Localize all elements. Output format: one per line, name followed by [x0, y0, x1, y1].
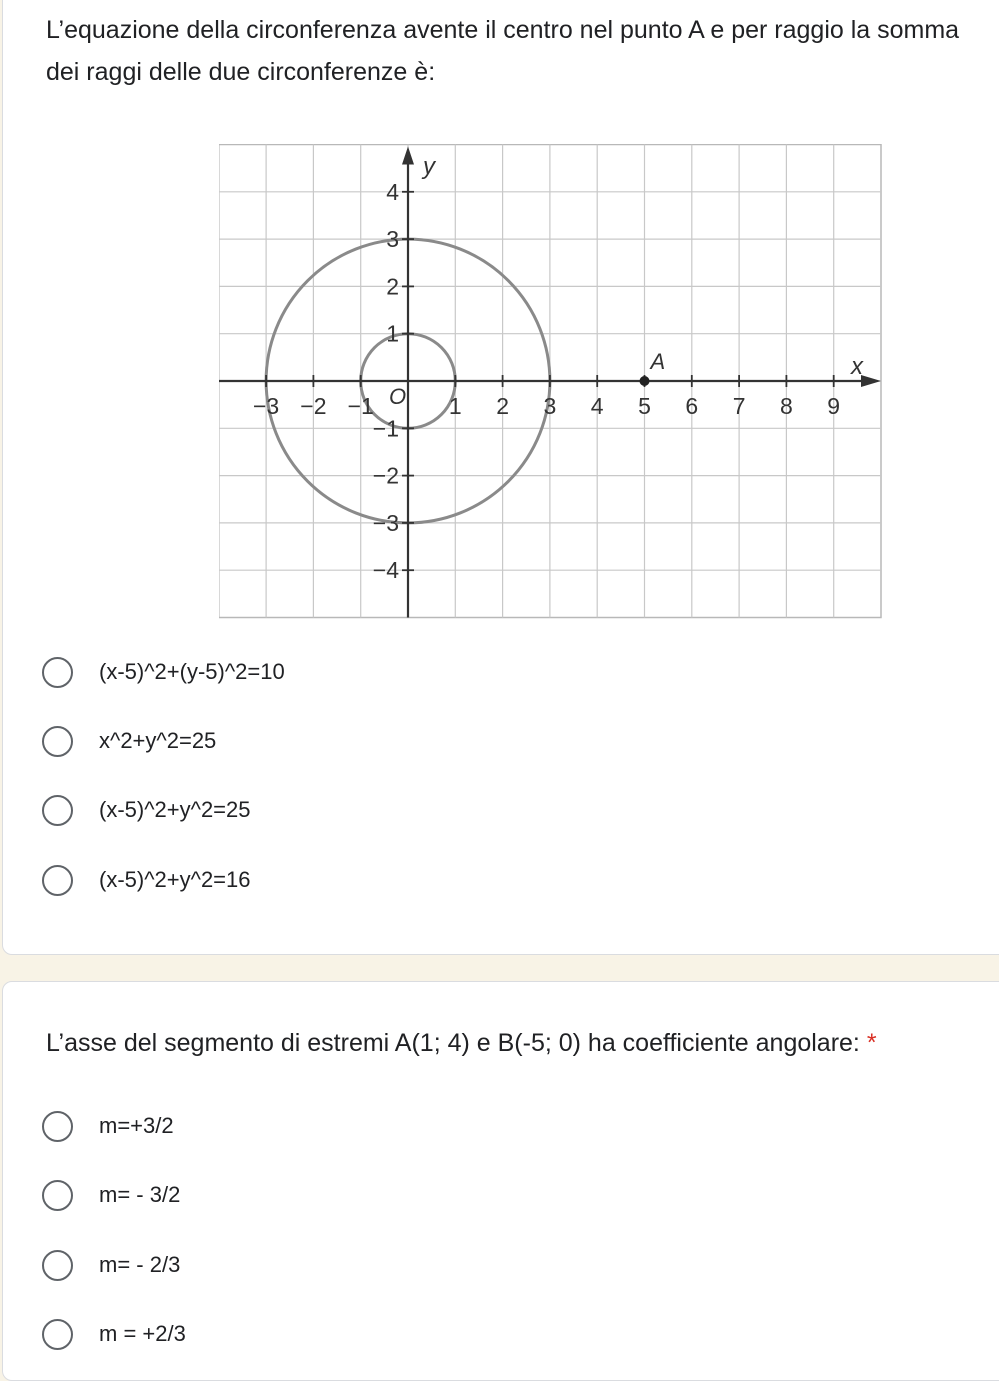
required-asterisk: * — [866, 1029, 877, 1057]
option-label: (x-5)^2+(y-5)^2=10 — [99, 659, 285, 684]
radio-button[interactable] — [42, 1111, 73, 1142]
q2-option-3[interactable] — [42, 1245, 642, 1285]
q1-option-2[interactable] — [42, 721, 642, 761]
x-tick-label: 3 — [543, 393, 557, 419]
y-axis-label: y — [423, 153, 435, 180]
x-tick-label: 9 — [827, 393, 841, 419]
y-tick-label: −4 — [372, 557, 399, 584]
option-label: m= - 2/3 — [99, 1252, 181, 1277]
x-axis-label: x — [851, 353, 863, 380]
x-tick-label: 5 — [638, 393, 651, 419]
x-tick-label: −1 — [347, 393, 374, 419]
q2-option-2[interactable] — [42, 1175, 642, 1215]
x-tick-label: 1 — [448, 393, 462, 419]
option-label: m = +2/3 — [99, 1321, 186, 1346]
y-tick-label: 2 — [386, 273, 399, 300]
question-1-text: L’equazione della circonferenza avente il centro nel punto A e per raggio la somma dei raggi delle due circonferenze è: — [46, 16, 960, 86]
point-a — [640, 376, 650, 386]
q2-option-4[interactable] — [42, 1314, 642, 1354]
radio-button[interactable] — [42, 726, 73, 757]
radio-button[interactable] — [42, 865, 73, 896]
radio-button[interactable] — [42, 1180, 73, 1211]
x-tick-label: −2 — [300, 393, 327, 419]
q1-option-4[interactable] — [42, 860, 642, 900]
y-tick-label: −2 — [372, 462, 399, 489]
coordinate-graph — [219, 144, 889, 624]
radio-button[interactable] — [42, 1250, 73, 1281]
x-tick-label: 6 — [685, 393, 699, 419]
y-tick-label: 4 — [386, 178, 399, 205]
option-label: (x-5)^2+y^2=25 — [99, 797, 251, 822]
q1-option-1[interactable] — [42, 652, 642, 692]
option-label: m=+3/2 — [99, 1113, 174, 1138]
y-tick-label: 1 — [386, 320, 399, 347]
option-label: x^2+y^2=25 — [99, 728, 217, 753]
option-label: m= - 3/2 — [99, 1182, 181, 1207]
y-tick-label: −3 — [372, 509, 399, 536]
x-tick-label: 7 — [732, 393, 746, 419]
q2-option-1[interactable] — [42, 1106, 642, 1146]
x-tick-label: 8 — [780, 393, 793, 419]
y-tick-label: −1 — [372, 415, 399, 442]
radio-button[interactable] — [42, 657, 73, 688]
point-a-label: A — [650, 349, 666, 374]
x-tick-label: −3 — [252, 393, 280, 419]
x-tick-label: 4 — [590, 393, 604, 419]
y-tick-label: 3 — [386, 226, 399, 253]
option-label: (x-5)^2+y^2=16 — [99, 867, 251, 892]
question-2-title — [46, 1022, 976, 1064]
question-2-text: L’asse del segmento di estremi A(1; 4) e B(-5; 0) ha coefficiente angolare: — [46, 1029, 860, 1057]
x-tick-label: 2 — [496, 393, 509, 419]
origin-label: O — [389, 384, 407, 409]
radio-button[interactable] — [42, 795, 73, 826]
q1-option-3[interactable] — [42, 790, 642, 830]
